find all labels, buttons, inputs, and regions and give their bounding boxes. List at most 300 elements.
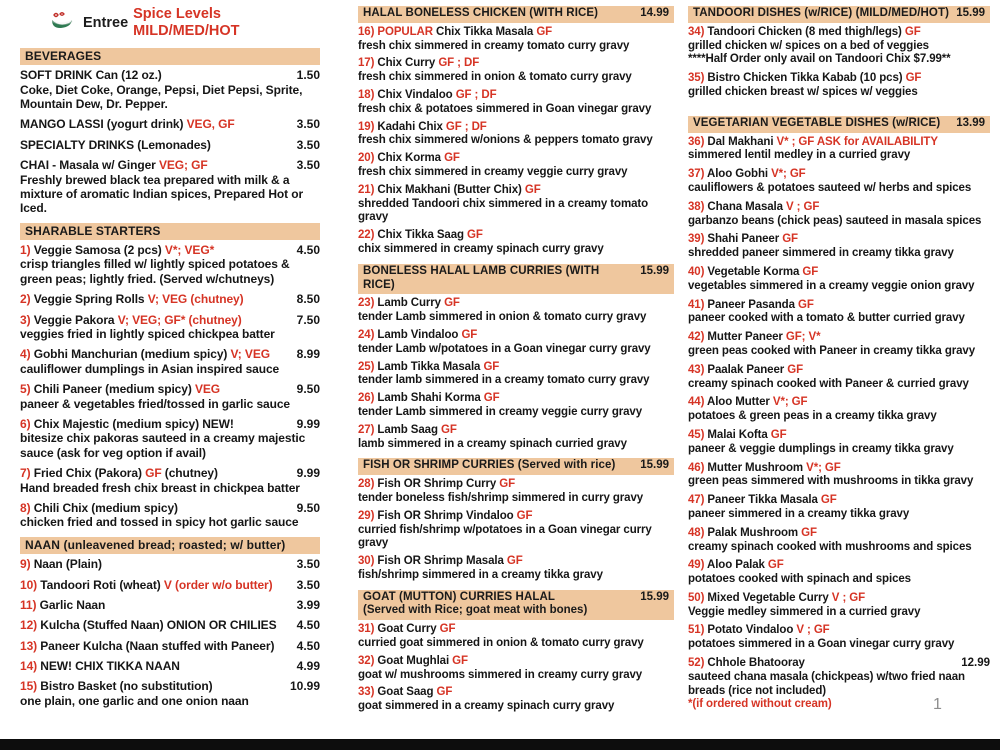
item-title-segment: Aloo Gobhi: [707, 168, 772, 181]
item-title-segment: 41): [688, 298, 708, 311]
item-title-segment: GF ; DF: [438, 57, 480, 70]
menu-item-row: [358, 152, 674, 166]
item-price: 4.50: [296, 638, 320, 653]
item-price: 3.50: [296, 557, 320, 572]
item-title: [20, 679, 213, 693]
item-description: potatoes simmered in a Goan vinegar curry gravy: [688, 638, 955, 651]
item-price: 3.50: [296, 137, 320, 152]
menu-top-header: [48, 6, 320, 41]
menu-item-row: [688, 331, 990, 345]
menu-item-row: [358, 26, 674, 40]
item-title-segment: GF: [782, 233, 798, 246]
item-title-segment: Paneer Tikka Masala: [707, 494, 821, 507]
item-description: crisp triangles filled w/ lightly spiced potatoes & green peas; lightly fried. (Served w/chutneys): [20, 257, 290, 286]
item-title: [358, 555, 523, 569]
menu-item: [20, 679, 320, 708]
section-price: 15.99: [640, 264, 669, 277]
menu-item-row: [20, 417, 320, 431]
section-price: 15.99: [640, 590, 669, 603]
item-description: tender Lamb w/potatoes in a Goan vinegar curry gravy: [358, 342, 651, 355]
item-title: [358, 392, 500, 406]
item-title-segment: NEW! CHIX TIKKA NAAN: [40, 659, 180, 674]
item-title: [20, 138, 211, 152]
item-title-segment: GF: [797, 298, 814, 311]
menu-item-row: [20, 501, 320, 515]
item-title-segment: 50): [688, 591, 708, 604]
item-title-segment: Chix Curry: [377, 57, 439, 70]
item-title-segment: 2): [20, 292, 34, 307]
menu-item-row: [358, 89, 674, 103]
menu-item-row: [20, 138, 320, 152]
menu-item: [688, 592, 990, 620]
menu-item: [358, 26, 674, 54]
section-title: GOAT (MUTTON) CURRIES HALAL: [363, 590, 556, 603]
item-title: [358, 152, 460, 166]
menu-item: [688, 168, 990, 196]
item-title-segment: V*; VEG*: [164, 243, 215, 258]
item-title-segment: 49): [688, 559, 707, 572]
item-title-segment: GF: [440, 423, 457, 436]
item-title-segment: Aloo Mutter: [707, 396, 773, 409]
item-title-segment: V*; GF: [771, 168, 806, 181]
item-title-segment: 18): [358, 88, 378, 101]
menu-item: [358, 121, 674, 149]
menu-item-row: [20, 292, 320, 306]
menu-item: [358, 152, 674, 180]
menu-item-row: [20, 68, 320, 82]
menu-item: [688, 396, 990, 424]
menu-item-row: [358, 121, 674, 135]
item-title-segment: Gobhi Manchurian (medium spicy): [33, 347, 231, 362]
item-title-segment: 43): [688, 363, 708, 376]
section-header-row: [363, 7, 669, 21]
menu-item: [20, 578, 320, 592]
page-number: 1: [933, 696, 942, 713]
section-title: TANDOORI DISHES (w/RICE) (MILD/MED/HOT): [693, 7, 950, 19]
section-title: BONELESS HALAL LAMB CURRIES (WITH RICE): [363, 264, 600, 291]
item-title: [688, 429, 787, 443]
item-title: [20, 158, 208, 172]
section-price: 15.99: [956, 7, 985, 19]
item-price: 4.99: [296, 659, 320, 674]
item-description: *(if ordered without cream): [688, 698, 832, 711]
menu-item-row: [688, 168, 990, 182]
item-title-segment: Chix Korma: [377, 152, 445, 165]
menu-item: [688, 266, 990, 294]
item-title-segment: MANGO LASSI (yogurt drink): [20, 117, 187, 132]
item-title-segment: 8): [20, 500, 34, 515]
item-title-segment: Kulcha (Stuffed Naan) ONION OR CHILIES: [40, 618, 277, 633]
item-title-segment: Lamb Saag: [377, 423, 441, 436]
item-title-segment: 27): [358, 423, 378, 436]
item-title-segment: Bistro Basket (no substitution): [40, 679, 213, 694]
menu-item: [358, 686, 674, 714]
item-title-segment: VEG: [194, 382, 221, 397]
item-price: 8.50: [296, 292, 320, 307]
item-description: grilled chicken breast w/ spices w/ veggies: [688, 85, 918, 98]
item-title-segment: 16) POPULAR: [358, 25, 437, 38]
item-title-segment: V*; GF: [806, 461, 841, 474]
item-title-segment: GF: [904, 25, 921, 38]
item-title: [358, 686, 452, 700]
item-description: sauteed chana masala (chickpeas) w/two fried naan breads (rice not included): [688, 670, 965, 697]
item-title: [688, 299, 814, 313]
item-description: shredded paneer simmered in creamy tikka gravy: [688, 247, 954, 260]
item-title-segment: Dal Makhani: [707, 135, 777, 148]
item-title-segment: GF: [820, 494, 837, 507]
menu-item-row: [358, 478, 674, 492]
item-description: potatoes & green peas in a creamy tikka gravy: [688, 410, 937, 423]
menu-item-row: [688, 429, 990, 443]
item-price: 3.50: [296, 577, 320, 592]
item-title: [688, 201, 819, 215]
item-description: fresh chix simmered in onion & tomato curry gravy: [358, 71, 632, 84]
item-title: [358, 329, 477, 343]
item-title-segment: Chili Chix (medium spicy): [33, 500, 178, 515]
item-title-segment: 6): [20, 416, 34, 431]
item-title: [20, 347, 270, 361]
item-price: 4.50: [296, 243, 320, 258]
menu-item: [20, 466, 320, 495]
item-title-segment: Lamb Tikka Masala: [377, 360, 484, 373]
item-title-segment: 24): [358, 328, 378, 341]
item-title-segment: 10): [20, 577, 41, 592]
item-title: [20, 557, 102, 571]
menu-item-row: [688, 299, 990, 313]
item-description: grilled chicken w/ spices on a bed of veggies: [688, 39, 929, 52]
item-price: 3.50: [296, 117, 320, 132]
section-header: [358, 458, 674, 475]
item-description: creamy spinach cooked with mushrooms and spices: [688, 540, 972, 553]
item-title-segment: GF: [802, 265, 819, 278]
item-title-segment: GF: [444, 152, 460, 165]
item-title: [358, 424, 457, 438]
menu-item-row: [20, 117, 320, 131]
menu-item: [20, 417, 320, 460]
item-title-segment: GF: [483, 392, 500, 405]
menu-column-middle: [358, 6, 674, 718]
menu-item: [358, 89, 674, 117]
item-title: [20, 578, 273, 592]
menu-item-row: [358, 392, 674, 406]
item-title-segment: GF: [905, 72, 922, 85]
menu-item-row: [358, 57, 674, 71]
item-title-segment: 42): [688, 331, 708, 344]
item-title-segment: 46): [688, 461, 708, 474]
item-title-segment: GF ; DF: [455, 88, 497, 101]
item-description: fresh chix simmered in creamy veggie curry gravy: [358, 165, 628, 178]
menu-item-row: [358, 184, 674, 198]
menu-item: [358, 478, 674, 506]
item-title-segment: 44): [688, 396, 707, 409]
menu-item-row: [358, 424, 674, 438]
menu-item: [688, 657, 990, 712]
section-header-row: [363, 591, 669, 605]
item-description: fish/shrimp simmered in a creamy tikka gravy: [358, 568, 603, 581]
menu-item-row: [358, 229, 674, 243]
item-title-segment: Malai Kofta: [707, 428, 771, 441]
item-title-segment: V (order w/o butter): [163, 577, 273, 592]
item-title: [688, 168, 806, 182]
item-title-segment: Vegetable Korma: [707, 265, 803, 278]
spice-levels-label: Spice Levels MILD/MED/HOT: [133, 6, 240, 40]
item-title-segment: V; VEG; GF* (chutney): [117, 312, 242, 327]
item-title-segment: 47): [688, 494, 708, 507]
item-title-segment: GF: [467, 229, 483, 242]
item-title-segment: Chix Tikka Saag: [377, 229, 468, 242]
item-description: tender Lamb simmered in onion & tomato curry gravy: [358, 311, 647, 324]
item-title: [358, 184, 541, 198]
menu-item: [358, 392, 674, 420]
item-title-segment: 25): [358, 360, 378, 373]
item-description: Veggie medley simmered in a curried gravy: [688, 605, 921, 618]
menu-item-row: [20, 598, 320, 612]
item-title: [688, 559, 784, 573]
item-title-segment: Veggie Pakora: [33, 312, 118, 327]
item-title-segment: 37): [688, 168, 707, 181]
menu-item: [20, 598, 320, 612]
item-title-segment: GF: [461, 328, 478, 341]
section-header-row: [25, 538, 315, 552]
menu-item-row: [358, 655, 674, 669]
menu-item: [20, 117, 320, 131]
item-title-segment: Paneer Pasanda: [707, 298, 798, 311]
item-title-segment: Fried Chix (Pakora): [33, 466, 146, 481]
menu-item: [688, 494, 990, 522]
item-description: cauliflower dumplings in Asian inspired sauce: [20, 361, 280, 376]
section-header-row: [25, 49, 315, 63]
section-price: 15.99: [640, 459, 669, 472]
section-price: 13.99: [956, 116, 985, 129]
item-description: tender boneless fish/shrimp simmered in curry gravy: [358, 491, 644, 504]
item-title-segment: 36): [688, 135, 708, 148]
item-title: [358, 623, 455, 637]
item-title-segment: 11): [20, 597, 40, 612]
section-title: BEVERAGES: [25, 48, 102, 63]
menu-item: [688, 559, 990, 587]
item-title: [688, 657, 805, 671]
menu-item: [358, 329, 674, 357]
menu-item-row: [358, 623, 674, 637]
item-title-segment: GF: [483, 360, 500, 373]
item-title-segment: GF: [506, 555, 523, 568]
menu-item: [688, 201, 990, 229]
section-title: SHARABLE STARTERS: [25, 223, 161, 238]
item-title-segment: Palak Mushroom: [707, 526, 802, 539]
section-title: NAAN (unleavened bread; roasted; w/ butter): [25, 537, 286, 552]
item-title: [688, 527, 817, 541]
item-title-segment: Fish OR Shrimp Curry: [377, 478, 500, 491]
menu-item-row: [688, 494, 990, 508]
item-title: [688, 233, 798, 247]
menu-item-row: [20, 659, 320, 673]
item-description: goat w/ mushrooms simmered in creamy curry gravy: [358, 668, 643, 681]
item-title-segment: GF: [452, 654, 468, 667]
menu-item-row: [358, 686, 674, 700]
section-header: [20, 537, 320, 554]
item-title-segment: CHAI - Masala w/ Ginger: [20, 158, 159, 173]
item-title-segment: 30): [358, 555, 378, 568]
item-title-segment: Chix Vindaloo: [377, 88, 456, 101]
item-title-segment: GF: [801, 526, 817, 539]
item-title: [358, 655, 468, 669]
item-title-segment: (chutney): [161, 466, 218, 481]
item-title-segment: GF: [787, 363, 803, 376]
menu-column-left: [20, 6, 320, 714]
item-title: [688, 136, 938, 150]
item-title: [358, 121, 487, 135]
item-title-segment: Lamb Vindaloo: [377, 328, 462, 341]
item-title-segment: 13): [20, 638, 41, 653]
section-header-row: [363, 459, 669, 473]
item-title: [688, 26, 921, 40]
item-title-segment: 7): [20, 466, 34, 481]
section-header: [20, 223, 320, 240]
item-price: 3.50: [296, 158, 320, 173]
item-description: ****Half Order only avail on Tandoori Chix $7.99**: [688, 53, 951, 66]
menu-item: [20, 243, 320, 286]
item-title-segment: SPECIALTY DRINKS (Lemonades): [20, 137, 211, 152]
item-title: [20, 618, 277, 632]
item-title-segment: Goat Mughlai: [377, 654, 453, 667]
menu-item-row: [688, 592, 990, 606]
section-header: [20, 48, 320, 65]
menu-item: [20, 347, 320, 376]
section-title: VEGETARIAN VEGETABLE DISHES (w/RICE): [693, 116, 941, 129]
menu-item-row: [688, 396, 990, 410]
item-title-segment: V; VEG (chutney): [147, 292, 244, 307]
item-title: [358, 297, 460, 311]
menu-item-row: [20, 639, 320, 653]
menu-item: [358, 297, 674, 325]
item-description: simmered lentil medley in a curried gravy: [688, 149, 911, 162]
item-description: Coke, Diet Coke, Orange, Pepsi, Diet Pepsi, Sprite, Mountain Dew, Dr. Pepper.: [20, 82, 303, 111]
item-title-segment: 19): [358, 120, 378, 133]
item-title-segment: Shahi Paneer: [707, 233, 783, 246]
menu-item-row: [20, 243, 320, 257]
menu-item-row: [688, 136, 990, 150]
item-description: chicken fried and tossed in spicy hot garlic sauce: [20, 515, 299, 530]
item-title-segment: 28): [358, 478, 378, 491]
item-description: creamy spinach cooked with Paneer & curried gravy: [688, 377, 969, 390]
item-title-segment: GF: [524, 183, 541, 196]
menu-item: [358, 555, 674, 583]
menu-item-row: [20, 313, 320, 327]
item-title: [20, 659, 180, 673]
item-title: [688, 396, 807, 410]
item-description: paneer & veggie dumplings in creamy tikka gravy: [688, 442, 954, 455]
item-title-segment: Lamb Shahi Korma: [377, 392, 484, 405]
item-title-segment: Mixed Vegetable Curry: [707, 591, 832, 604]
menu-item: [20, 292, 320, 306]
item-title-segment: 12): [20, 618, 41, 633]
item-title: [688, 592, 865, 606]
item-title-segment: Lamb Curry: [377, 297, 445, 310]
item-title: [20, 313, 242, 327]
item-description: fresh chix simmered in creamy tomato curry gravy: [358, 39, 630, 52]
item-title: [688, 364, 803, 378]
menu-item-row: [20, 158, 320, 172]
menu-item: [688, 429, 990, 457]
menu-item: [358, 655, 674, 683]
item-title-segment: 23): [358, 297, 378, 310]
item-title: [20, 466, 218, 480]
item-title-segment: VEG, GF: [186, 117, 235, 132]
menu-item: [688, 299, 990, 327]
menu-item-row: [688, 201, 990, 215]
item-price: 9.50: [296, 382, 320, 397]
item-title-segment: V*; GF: [772, 396, 808, 409]
item-title-segment: 20): [358, 152, 378, 165]
item-title-segment: 22): [358, 229, 378, 242]
item-title-segment: 48): [688, 526, 708, 539]
item-title: [20, 243, 214, 257]
section-header-row: [363, 265, 669, 293]
menu-item: [20, 639, 320, 653]
item-title-segment: Mutter Paneer: [707, 331, 786, 344]
menu-item-row: [688, 266, 990, 280]
item-description: goat simmered in a creamy spinach curry gravy: [358, 700, 615, 713]
item-title-segment: 39): [688, 233, 708, 246]
item-title-segment: V ; GF: [786, 200, 820, 213]
menu-item: [20, 313, 320, 342]
item-description: fresh chix simmered w/onions & peppers tomato gravy: [358, 134, 653, 147]
item-title-segment: 38): [688, 200, 708, 213]
item-price: 3.99: [296, 597, 320, 612]
item-description: paneer cooked with a tomato & butter curried gravy: [688, 312, 965, 325]
item-description: cauliflowers & potatoes sauteed w/ herbs and spices: [688, 181, 972, 194]
item-title-segment: GF: [499, 478, 516, 491]
item-title-segment: Goat Curry: [377, 623, 440, 636]
item-title: [20, 117, 235, 131]
menu-item: [688, 527, 990, 555]
item-price: 8.99: [296, 347, 320, 362]
item-title: [20, 382, 220, 396]
item-title-segment: Veggie Samosa (2 pcs): [33, 243, 165, 258]
menu-item: [358, 424, 674, 452]
item-title: [358, 57, 479, 71]
item-description: tender lamb simmered in a creamy tomato curry gravy: [358, 374, 650, 387]
item-title: [358, 229, 483, 243]
item-title-segment: Paalak Paneer: [707, 363, 788, 376]
menu-item: [20, 618, 320, 632]
item-title: [20, 501, 178, 515]
item-title: [20, 292, 244, 306]
item-description: fresh chix & potatoes simmered in Goan vinegar gravy: [358, 102, 652, 115]
menu-item: [20, 158, 320, 216]
menu-item: [20, 382, 320, 411]
item-title: [358, 89, 497, 103]
item-price: 9.99: [296, 466, 320, 481]
menu-item-row: [688, 462, 990, 476]
item-title-segment: 45): [688, 428, 708, 441]
menu-item-row: [688, 26, 990, 40]
section-header: [358, 6, 674, 23]
section-header: [358, 264, 674, 295]
item-title: [20, 68, 162, 82]
item-title: [358, 26, 552, 40]
item-title-segment: Naan (Plain): [33, 557, 102, 572]
menu-item-row: [20, 466, 320, 480]
item-title-segment: 40): [688, 265, 708, 278]
item-description: shredded Tandoori chix simmered in a creamy tomato gravy: [358, 197, 649, 224]
menu-column-right: [688, 6, 990, 717]
menu-item-row: [358, 329, 674, 343]
item-description: garbanzo beans (chick peas) sauteed in masala spices: [688, 214, 982, 227]
item-description: curried fish/shrimp w/potatoes in a Goan vinegar curry gravy: [358, 523, 652, 550]
item-title-segment: 35): [688, 72, 708, 85]
menu-item-row: [688, 657, 990, 671]
